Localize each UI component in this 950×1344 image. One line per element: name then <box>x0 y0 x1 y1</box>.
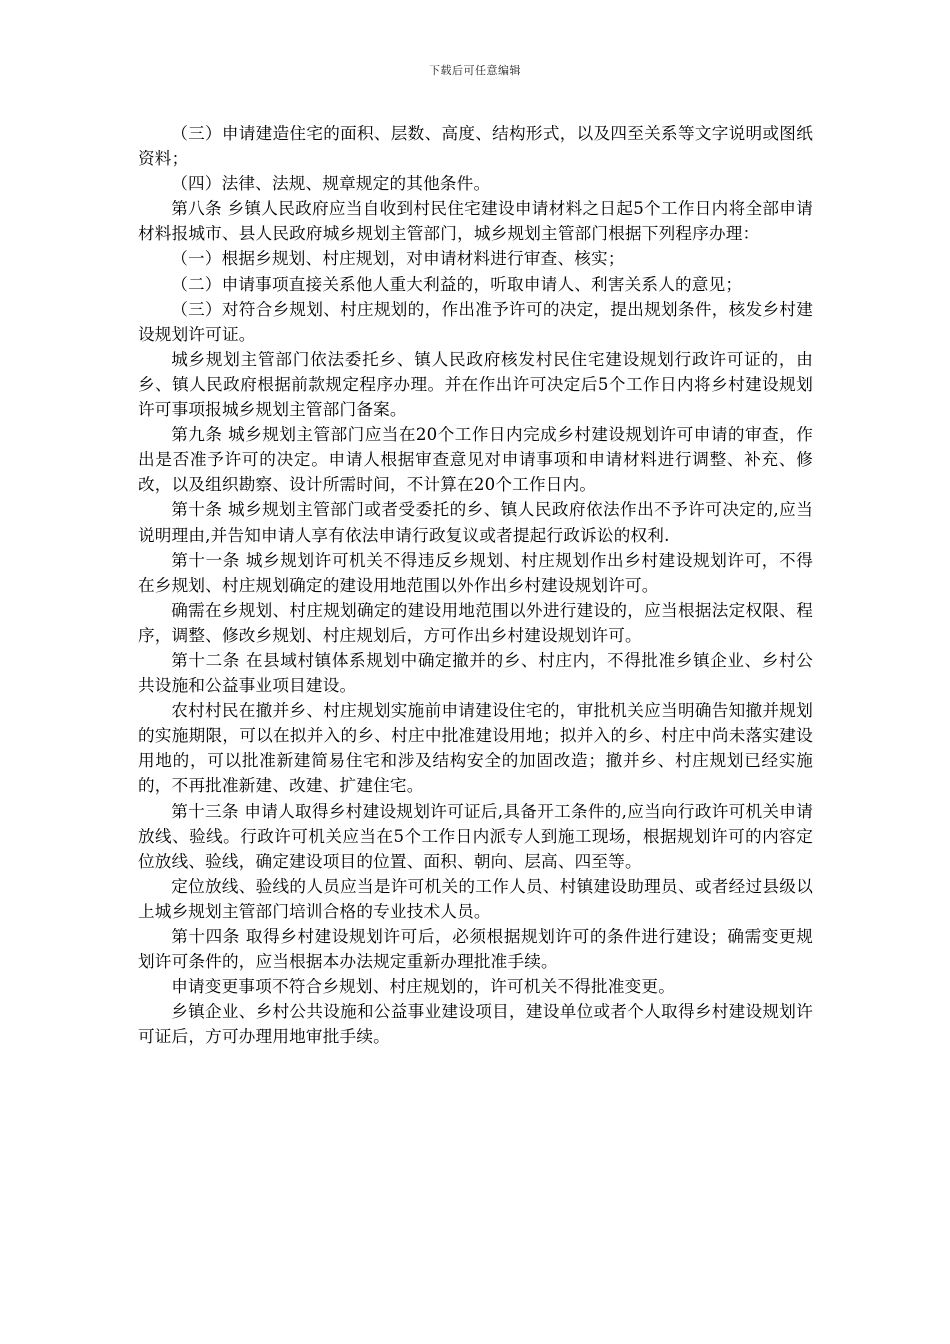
paragraph: 申请变更事项不符合乡规划、村庄规划的，许可机关不得批准变更。 <box>171 977 675 997</box>
paragraph: 农村村民在撤并乡、村庄规划实施前申请建设住宅的，审批机关应当明确告知撤并规划的实施期限，可以在拟并入的乡、村庄中批准建设用地；拟并入的乡、村庄中尚未落实建设用地的，可以批准新建简易住宅和涉及结构安全的加固改造；撤并乡、村庄规划已经实施的，不再批准新建、改建、扩建住宅。 <box>138 701 813 796</box>
article-14-paragraph: 第十四条 取得乡村建设规划许可后，必须根据规划许可的条件进行建设；确需变更规划许可条件的，应当根据本办法规定重新办理批准手续。 <box>138 927 813 972</box>
paragraph: （一）根据乡规划、村庄规划，对申请材料进行审查、核实； <box>171 249 625 269</box>
paragraph: （四）法律、法规、规章规定的其他条件。 <box>171 174 491 194</box>
article-9-paragraph: 第九条 城乡规划主管部门应当在20个工作日内完成乡村建设规划许可申请的审查，作出是否准予许可的决定。申请人根据审查意见对申请事项和申请材料进行调整、补充、修改，以及组织勘察、设计所需时间，不计算在20个工作日内。 <box>138 425 813 495</box>
paragraph: （三）申请建造住宅的面积、层数、高度、结构形式，以及四至关系等文字说明或图纸资料； <box>138 124 813 169</box>
paragraph: 乡镇企业、乡村公共设施和公益事业建设项目，建设单位或者个人取得乡村建设规划许可证后，方可办理用地审批手续。 <box>138 1002 813 1047</box>
paragraph: （三）对符合乡规划、村庄规划的，作出准予许可的决定，提出规划条件，核发乡村建设规划许可证。 <box>138 299 813 344</box>
paragraph: 城乡规划主管部门依法委托乡、镇人民政府核发村民住宅建设规划行政许可证的，由乡、镇人民政府根据前款规定程序办理。并在作出许可决定后5个工作日内将乡村建设规划许可事项报城乡规划主管部门备案。 <box>138 349 813 420</box>
article-13-paragraph: 第十三条 申请人取得乡村建设规划许可证后,具备开工条件的,应当向行政许可机关申请放线、验线。行政许可机关应当在5个工作日内派专人到施工现场，根据规划许可的内容定位放线、验线，确定建设项目的位置、面积、朝向、层高、四至等。 <box>138 801 813 871</box>
article-8-paragraph: 第八条 乡镇人民政府应当自收到村民住宅建设申请材料之日起5个工作日内将全部申请材料报城市、县人民政府城乡规划主管部门，城乡规划主管部门根据下列程序办理： <box>138 199 813 244</box>
article-12-paragraph: 第十二条 在县域村镇体系规划中确定撤并的乡、村庄内，不得批准乡镇企业、乡村公共设施和公益事业项目建设。 <box>138 650 813 696</box>
page-header: 下载后可任意编辑 <box>429 64 521 77</box>
article-11-paragraph: 第十一条 城乡规划许可机关不得违反乡规划、村庄规划作出乡村建设规划许可，不得在乡规划、村庄规划确定的建设用地范围以外作出乡村建设规划许可。 <box>138 550 813 595</box>
paragraph: （二）申请事项直接关系他人重大利益的，听取申请人、利害关系人的意见； <box>171 274 743 294</box>
document-body <box>138 121 813 1049</box>
paragraph: 定位放线、验线的人员应当是许可机关的工作人员、村镇建设助理员、或者经过县级以上城乡规划主管部门培训合格的专业技术人员。 <box>138 876 813 921</box>
article-10-paragraph: 第十条 城乡规划主管部门或者受委托的乡、镇人民政府依法作出不予许可决定的,应当说明理由,并告知申请人享有依法申请行政复议或者提起行政诉讼的权利. <box>138 500 813 545</box>
paragraph: 确需在乡规划、村庄规划确定的建设用地范围以外进行建设的，应当根据法定权限、程序，调整、修改乡规划、村庄规划后，方可作出乡村建设规划许可。 <box>138 600 813 645</box>
